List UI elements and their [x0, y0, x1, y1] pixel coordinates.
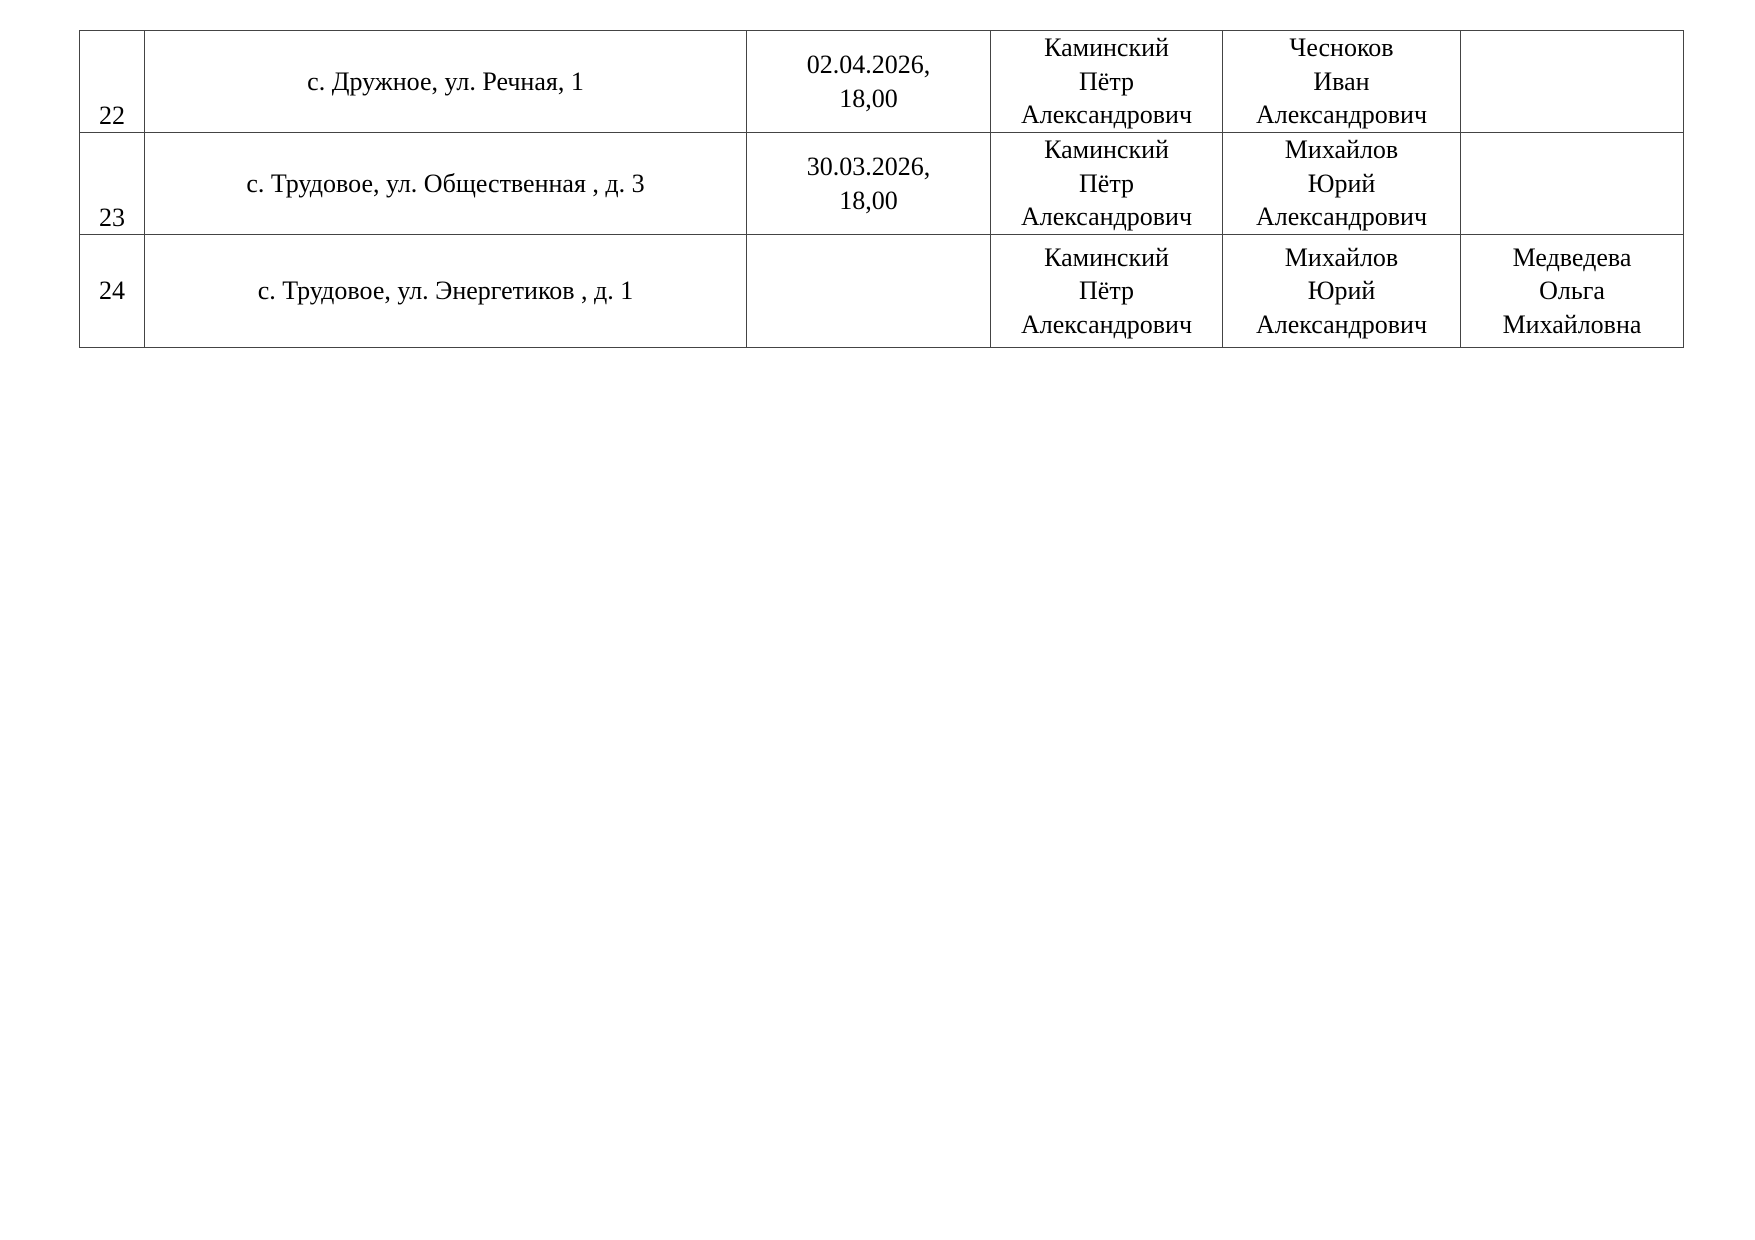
- person1-cell: Каминский Пётр Александрович: [991, 235, 1223, 348]
- table-row: [80, 133, 1684, 235]
- table-row: [80, 235, 1684, 348]
- row-number: 23: [80, 133, 145, 235]
- person1-cell: Каминский Пётр Александрович: [991, 133, 1223, 235]
- person3-cell: [1461, 31, 1684, 133]
- person1-cell: Каминский Пётр Александрович: [991, 31, 1223, 133]
- schedule-table: [79, 30, 1684, 348]
- person3-cell: [1461, 133, 1684, 235]
- person3-cell: Медведева Ольга Михайловна: [1461, 235, 1684, 348]
- person2-cell: Чесноков Иван Александрович: [1223, 31, 1461, 133]
- datetime-cell: [747, 235, 991, 348]
- address-cell: с. Дружное, ул. Речная, 1: [145, 31, 747, 133]
- datetime-cell: 30.03.2026, 18,00: [747, 133, 991, 235]
- datetime-cell: 02.04.2026, 18,00: [747, 31, 991, 133]
- person2-cell: Михайлов Юрий Александрович: [1223, 133, 1461, 235]
- address-cell: с. Трудовое, ул. Общественная , д. 3: [145, 133, 747, 235]
- row-number: 24: [80, 235, 145, 348]
- person2-cell: Михайлов Юрий Александрович: [1223, 235, 1461, 348]
- row-number: 22: [80, 31, 145, 133]
- table-row: [80, 31, 1684, 133]
- address-cell: с. Трудовое, ул. Энергетиков , д. 1: [145, 235, 747, 348]
